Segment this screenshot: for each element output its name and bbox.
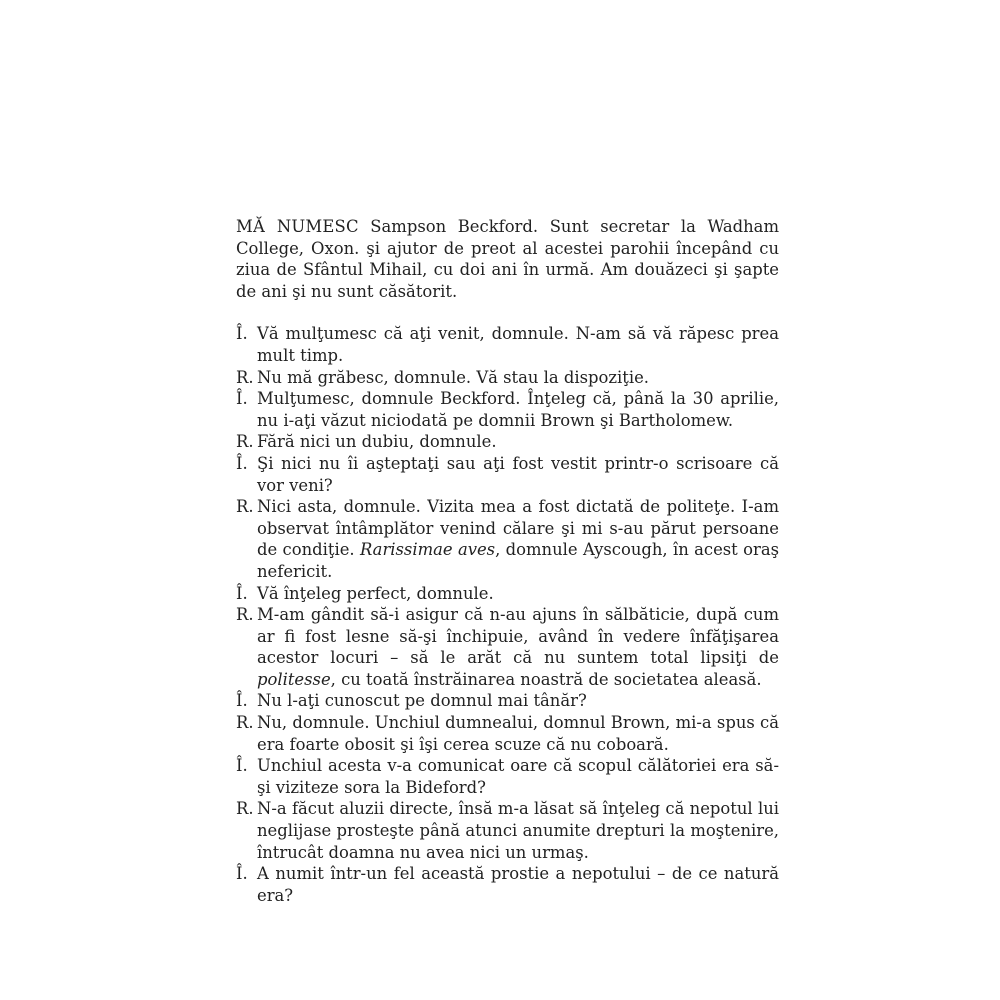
speaker-marker: R. (236, 799, 254, 819)
speaker-marker: Î. (236, 389, 248, 409)
speaker-marker: Î. (236, 453, 248, 473)
dialogue-line: Fără nici un dubiu, domnule. (257, 432, 497, 452)
dialogue-line: Nu mă grăbesc, domnule. Vă stau la dispoziţie. (257, 367, 650, 387)
dialogue-entry (236, 388, 779, 431)
dialogue-entry (236, 755, 779, 798)
dialogue-line: Nu l-aţi cunoscut pe domnul mai tânăr? (257, 691, 587, 711)
dialogue-entry (236, 863, 779, 906)
dialogue-line: A numit într-un fel această prostie a nepotului – de ce natură era? (257, 864, 779, 905)
speaker-marker: R. (236, 497, 254, 517)
intro-small-caps: MĂ NUMESC (236, 217, 359, 236)
dialogue-text: , cu toată înstrăinarea noastră de societatea aleasă. (330, 669, 762, 689)
dialogue-line: Mulţumesc, domnule Beckford. Înţeleg că, până la 30 aprilie, nu i-aţi văzut niciodată pe domnii Brown şi Bartholomew. (257, 389, 779, 430)
dialogue-entry (236, 496, 779, 582)
intro-paragraph (236, 216, 779, 302)
dialogue-entry (236, 367, 779, 389)
speaker-marker: R. (236, 713, 254, 733)
dialogue-line (257, 496, 779, 582)
dialogue-entry (236, 604, 779, 690)
dialogue-text: M-am gândit să-i asigur că n-au ajuns în sălbăticie, după cum ar fi fost lesne să-şi închipuie, având în vedere înfăţişarea acestor locuri – să le arăt că nu suntem total lipsiţi de (257, 605, 779, 668)
dialogue-line: Vă înţeleg perfect, domnule. (257, 583, 494, 603)
dialogue (236, 323, 779, 906)
dialogue-line: Unchiul acesta v-a comunicat oare că scopul călătoriei era să-şi viziteze sora la Bideford? (257, 756, 779, 797)
speaker-marker: Î. (236, 756, 248, 776)
dialogue-entry (236, 712, 779, 755)
speaker-marker: Î. (236, 324, 248, 344)
dialogue-text: , domnule Ayscough, în acest oraş nefericit. (257, 540, 779, 581)
speaker-marker: R. (236, 605, 254, 625)
dialogue-line: Şi nici nu îi aşteptaţi sau aţi fost vestit printr-o scrisoare că vor veni? (257, 453, 779, 495)
dialogue-entry (236, 690, 779, 712)
dialogue-line: N-a făcut aluzii directe, însă m-a lăsat să înţeleg că nepotul lui neglijase prosteşte până atunci anumite drepturi la moştenire, întrucât doamna nu avea nici un urmaş. (257, 799, 779, 862)
intro-text: Sampson Beckford. Sunt secretar la Wadham College, Oxon. şi ajutor de preot al acestei parohii începând cu ziua de Sfântul Mihail, cu doi ani în urmă. Am douăzeci şi şapte de ani şi nu sunt căsătorit. (236, 217, 779, 301)
speaker-marker: Î. (236, 583, 248, 603)
dialogue-entry (236, 798, 779, 863)
speaker-marker: R. (236, 432, 254, 452)
italic-phrase: politesse (257, 669, 331, 689)
dialogue-line (257, 604, 779, 690)
page-text (236, 216, 779, 906)
dialogue-entry (236, 453, 779, 496)
dialogue-line: Nu, domnule. Unchiul dumnealui, domnul Brown, mi-a spus că era foarte obosit şi îşi cerea scuze că nu coboară. (257, 713, 779, 754)
dialogue-line: Vă mulţumesc că aţi venit, domnule. N-am să vă răpesc prea mult timp. (257, 324, 779, 365)
dialogue-entry (236, 431, 779, 453)
dialogue-text: Nici asta, domnule. Vizita mea a fost dictată de politeţe. I-am observat întâmplător venind călare şi mi s-au părut persoane de condiţie. (257, 497, 779, 560)
speaker-marker: Î. (236, 864, 248, 884)
dialogue-entry (236, 323, 779, 366)
dialogue-entry (236, 583, 779, 605)
speaker-marker: R. (236, 367, 254, 387)
italic-phrase: Rarissimae aves (359, 540, 496, 560)
speaker-marker: Î. (236, 691, 248, 711)
